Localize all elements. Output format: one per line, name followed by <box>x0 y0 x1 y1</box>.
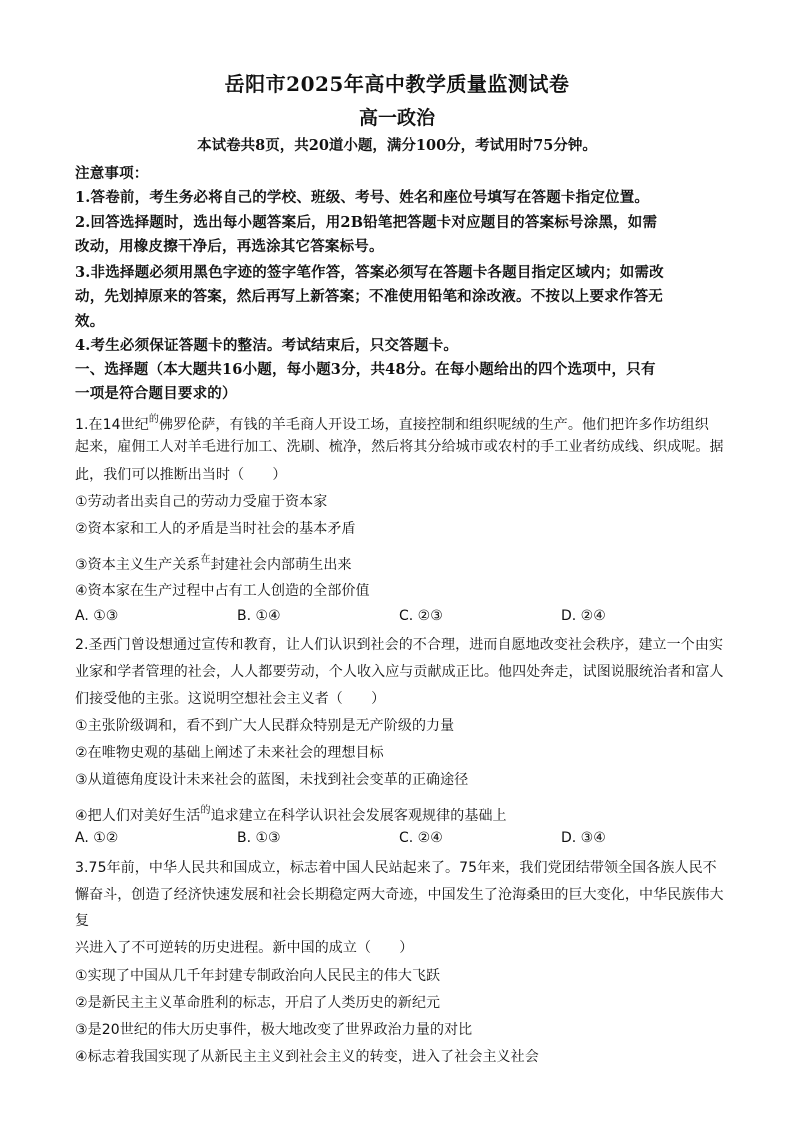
q3-stem-line-3: 复 <box>75 913 90 929</box>
q2-statement-2: ②在唯物史观的基础上阐述了未来社会的理想目标 <box>75 745 384 761</box>
q3-stem-line-4: 兴进入了不可逆转的历史进程。新中国的成立（ ） <box>75 940 414 956</box>
q2-statement-3: ③从道德角度设计未来社会的蓝图，未找到社会变革的正确途径 <box>75 772 469 788</box>
exam-title: 岳阳市2025年高中教学质量监测试卷 <box>224 72 570 96</box>
q1-option-a: A. ①③ <box>75 608 119 624</box>
note-2-line-1: 2.回答选择题时，选出每小题答案后，用2B铅笔把答题卡对应题目的答案标号涂黑，如需 <box>75 214 658 231</box>
q1-statement-4: ④资本家在生产过程中占有工人创造的全部价值 <box>75 583 370 599</box>
q3-stem-line-1: 3.75年前，中华人民共和国成立，标志着中国人民站起来了。75年来，我们党团结带领全国各族人民不 <box>75 860 717 876</box>
q2-option-d: D. ③④ <box>561 830 606 846</box>
note-4: 4.考生必须保证答题卡的整洁。考试结束后，只交答题卡。 <box>75 337 459 354</box>
note-1: 1.答卷前，考生务必将自己的学校、班级、考号、姓名和座位号填写在答题卡指定位置。 <box>75 189 650 206</box>
q1-statement-3: ③资本主义生产关系$^在$封建社会内部萌生出来 <box>75 554 352 573</box>
q1-option-b: B. ①④ <box>237 608 281 624</box>
q1-option-d: D. ②④ <box>561 608 606 624</box>
notes-heading: 注意事项： <box>75 165 149 182</box>
q2-stem-line-2: 业家和学者管理的社会，人人都要劳动，个人收入应与贡献成正比。他四处奔走，试图说服统治者和富人 <box>75 664 724 680</box>
exam-intro: 本试卷共8页，共20道小题，满分100分，考试用时75分钟。 <box>197 137 597 154</box>
note-3-line-2: 动，先划掉原来的答案，然后再写上新答案；不准使用铅笔和涂改液。不按以上要求作答无 <box>75 288 663 305</box>
subject-title: 高一政治 <box>358 107 435 129</box>
note-2-line-2: 改动，用橡皮擦干净后，再选涂其它答案标号。 <box>75 238 384 255</box>
q1-stem-line-1: 1.在14世纪$^的$佛罗伦萨，有钱的羊毛商人开设工场，直接控制和组织呢绒的生产。他们把许多作坊组织 <box>75 414 709 433</box>
q2-option-a: A. ①② <box>75 830 119 846</box>
q3-statement-1: ①实现了中国从几千年封建专制政治向人民民主的伟大飞跃 <box>75 968 441 984</box>
q1-statement-1: ①劳动者出卖自己的劳动力受雇于资本家 <box>75 494 328 510</box>
q3-statement-3: ③是20世纪的伟大历史事件，极大地改变了世界政治力量的对比 <box>75 1022 473 1038</box>
q2-statement-1: ①主张阶级调和，看不到广大人民群众特别是无产阶级的力量 <box>75 718 455 734</box>
section-heading-line-2: 一项是符合题目要求的） <box>75 385 237 402</box>
q1-option-c: C. ②③ <box>399 608 443 624</box>
q1-stem-line-3: 此，我们可以推断出当时（ ） <box>75 467 287 483</box>
q3-statement-4: ④标志着我国实现了从新民主主义到社会主义的转变，进入了社会主义社会 <box>75 1049 539 1065</box>
q2-statement-4: ④把人们对美好生活$^的$追求建立在科学认识社会发展客观规律的基础上 <box>75 805 507 824</box>
q2-stem-line-1: 2.圣西门曾设想通过宣传和教育，让人们认识到社会的不合理，进而自愿地改变社会秩序，建立一个由实 <box>75 637 724 653</box>
q2-option-c: C. ②④ <box>399 830 443 846</box>
q3-statement-2: ②是新民主主义革命胜利的标志，开启了人类历史的新纪元 <box>75 995 441 1011</box>
note-3-line-3: 效。 <box>75 313 105 330</box>
q3-stem-line-2: 懈奋斗，创造了经济快速发展和社会长期稳定两大奇迹，中国发生了沧海桑田的巨大变化，中华民族伟大 <box>75 887 724 903</box>
note-3-line-1: 3.非选择题必须用黑色字迹的签字笔作答，答案必须写在答题卡各题目指定区域内；如需改 <box>75 264 664 281</box>
section-heading-line-1: 一、选择题（本大题共16小题，每小题3分，共48分。在每小题给出的四个选项中，只有 <box>75 361 656 378</box>
q2-stem-line-3: 们接受他的主张。这说明空想社会主义者（ ） <box>75 691 386 707</box>
q1-statement-2: ②资本家和工人的矛盾是当时社会的基本矛盾 <box>75 521 356 537</box>
q2-option-b: B. ①③ <box>237 830 281 846</box>
q1-stem-line-2: 起来，雇佣工人对羊毛进行加工、洗刷、梳净，然后将其分给城市或农村的手工业者纺成线、织成呢。据 <box>75 439 724 455</box>
